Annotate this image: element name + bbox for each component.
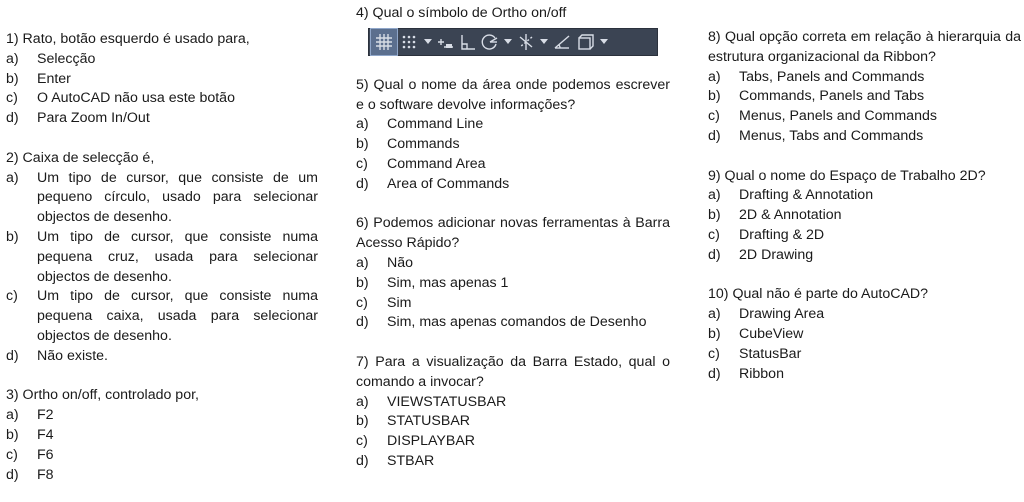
- q5-option-a: [356, 115, 670, 135]
- q7-option-a: [356, 393, 670, 413]
- option-letter: c): [356, 155, 368, 172]
- option-letter: a): [356, 116, 369, 133]
- q9-option-d: [708, 246, 1021, 266]
- option-text: Um tipo de cursor, que consiste numa pequena cruz, usada para selecionar objectos de desenho.: [37, 228, 318, 285]
- q8-option-c: [708, 107, 1021, 127]
- q10-option-b: [708, 325, 1021, 345]
- q2-option-d: [6, 347, 318, 367]
- option-text: Drafting & 2D: [739, 226, 825, 243]
- option-text: STATUSBAR: [387, 413, 471, 430]
- option-text: STBAR: [387, 452, 435, 469]
- option-letter: b): [708, 207, 721, 224]
- q3-option-c: [6, 446, 318, 466]
- option-letter: a): [6, 50, 19, 67]
- option-letter: b): [6, 228, 19, 245]
- option-letter: a): [708, 306, 721, 323]
- question-1-title: 1) Rato, botão esquerdo é usado para,: [6, 31, 250, 47]
- q5-option-d: [356, 175, 670, 195]
- question-7-title: 7) Para a visualização da Barra Estado, qual o comando a invocar?: [356, 353, 670, 390]
- option-text: Sim, mas apenas comandos de Desenho: [387, 314, 647, 331]
- q9-option-b: [708, 206, 1021, 226]
- option-text: Ribbon: [739, 365, 784, 382]
- q8-option-d: [708, 127, 1021, 147]
- option-text: Para Zoom In/Out: [37, 110, 150, 127]
- option-letter: c): [708, 108, 720, 125]
- question-8: [708, 28, 1021, 147]
- option-text: Selecção: [37, 50, 96, 67]
- option-letter: c): [356, 433, 368, 450]
- q8-option-b: [708, 87, 1021, 107]
- q9-option-a: [708, 186, 1021, 206]
- option-letter: a): [708, 68, 721, 85]
- option-text: VIEWSTATUSBAR: [387, 393, 507, 410]
- option-letter: d): [708, 365, 721, 382]
- option-letter: c): [6, 288, 18, 305]
- question-2-title: 2) Caixa de selecção é,: [6, 149, 155, 166]
- option-letter: a): [6, 407, 19, 424]
- q6-option-a: [356, 254, 670, 274]
- option-text: 2D & Annotation: [739, 207, 842, 224]
- question-7: [356, 353, 670, 472]
- option-letter: a): [356, 393, 369, 410]
- option-text: F2: [37, 407, 54, 424]
- option-letter: b): [356, 136, 369, 153]
- dropdown-arrow-icon: [421, 29, 435, 55]
- q2-option-c: [6, 287, 318, 346]
- q6-option-c: [356, 294, 670, 314]
- q7-option-d: [356, 452, 670, 472]
- option-letter: a): [708, 187, 721, 204]
- question-1: [6, 30, 318, 129]
- option-text: O AutoCAD não usa este botão: [37, 90, 235, 107]
- q7-option-b: [356, 412, 670, 432]
- q1-option-c: [6, 89, 318, 109]
- option-letter: d): [356, 175, 369, 192]
- question-3: [6, 386, 318, 485]
- option-text: Sim, mas apenas 1: [387, 274, 509, 291]
- question-6-title: 6) Podemos adicionar novas ferramentas à Barra Acesso Rápido?: [356, 215, 670, 252]
- question-4: [356, 4, 670, 24]
- option-text: Command Line: [387, 116, 484, 133]
- option-letter: d): [708, 127, 721, 144]
- q9-option-c: [708, 226, 1021, 246]
- option-letter: b): [356, 274, 369, 291]
- q5-option-c: [356, 155, 670, 175]
- infer-icon: [435, 29, 457, 55]
- option-text: Não existe.: [37, 347, 108, 364]
- q2-option-b: [6, 228, 318, 287]
- question-4-title: 4) Qual o símbolo de Ortho on/off: [356, 5, 567, 21]
- option-text: Commands, Panels and Tabs: [739, 88, 925, 105]
- question-5-title: 5) Qual o nome da área onde podemos escrever e o software devolve informações?: [356, 76, 670, 113]
- option-letter: b): [708, 88, 721, 105]
- question-2: [6, 149, 318, 367]
- option-text: Sim: [387, 294, 412, 311]
- option-letter: b): [6, 70, 19, 87]
- option-text: Um tipo de cursor, que consiste numa pequena caixa, usada para selecionar objectos de desenho.: [37, 288, 318, 344]
- dropdown-arrow-icon: [597, 29, 611, 55]
- option-text: Não: [387, 254, 414, 271]
- option-text: F8: [37, 466, 54, 483]
- q3-option-a: [6, 406, 318, 426]
- option-text: DISPLAYBAR: [387, 433, 476, 450]
- option-letter: c): [356, 294, 368, 311]
- option-letter: d): [708, 246, 721, 263]
- column-3: [708, 28, 1021, 384]
- option-text: CubeView: [739, 325, 804, 342]
- option-text: Area of Commands: [387, 175, 510, 192]
- q8-option-a: [708, 68, 1021, 88]
- q10-option-c: [708, 345, 1021, 365]
- status-bar-toolbar: [368, 28, 658, 56]
- q3-option-d: [6, 466, 318, 486]
- q7-option-c: [356, 432, 670, 452]
- q1-option-d: [6, 109, 318, 129]
- q3-option-b: [6, 426, 318, 446]
- snap-icon: [397, 29, 421, 55]
- q5-option-b: [356, 135, 670, 155]
- osnap-track-icon: [515, 29, 537, 55]
- question-8-title: 8) Qual opção correta em relação à hierarquia da estrutura organizacional da Ribbon?: [708, 29, 1021, 65]
- q10-option-d: [708, 365, 1021, 385]
- option-letter: b): [356, 413, 369, 430]
- q1-option-a: [6, 50, 318, 70]
- polar-icon: [479, 29, 501, 55]
- option-text: Tabs, Panels and Commands: [739, 68, 925, 85]
- option-letter: a): [356, 254, 369, 271]
- dropdown-arrow-icon: [537, 29, 551, 55]
- option-text: Drawing Area: [739, 306, 825, 323]
- option-text: Drafting & Annotation: [739, 187, 874, 204]
- option-letter: d): [356, 452, 369, 469]
- option-letter: b): [6, 426, 19, 443]
- option-text: Menus, Panels and Commands: [739, 108, 937, 125]
- option-text: Commands: [387, 136, 460, 153]
- q6-option-b: [356, 274, 670, 294]
- option-letter: b): [708, 325, 721, 342]
- option-letter: c): [708, 226, 720, 243]
- osnap-icon: [551, 29, 573, 55]
- q2-option-a: [6, 169, 318, 228]
- dropdown-arrow-icon: [501, 29, 515, 55]
- option-text: Um tipo de cursor, que consiste de um pequeno círculo, usado para selecionar objectos de desenho.: [37, 169, 318, 226]
- question-9-title: 9) Qual o nome do Espaço de Trabalho 2D?: [708, 167, 986, 184]
- grid-icon: [371, 29, 397, 55]
- question-10: [708, 285, 1021, 384]
- question-3-title: 3) Ortho on/off, controlado por,: [6, 387, 199, 404]
- option-letter: d): [356, 314, 369, 331]
- option-text: Command Area: [387, 155, 486, 172]
- option-text: 2D Drawing: [739, 246, 814, 263]
- column-2: [356, 4, 670, 472]
- q1-option-b: [6, 70, 318, 90]
- option-letter: c): [6, 446, 18, 463]
- option-letter: c): [6, 90, 18, 107]
- question-9: [708, 167, 1021, 266]
- q10-option-a: [708, 305, 1021, 325]
- question-6: [356, 214, 670, 333]
- question-10-title: 10) Qual não é parte do AutoCAD?: [708, 286, 929, 303]
- option-text: F6: [37, 446, 54, 463]
- column-1: [6, 30, 318, 485]
- option-text: Enter: [37, 70, 71, 87]
- option-text: StatusBar: [739, 345, 802, 362]
- option-text: F4: [37, 426, 54, 443]
- question-5: [356, 76, 670, 195]
- q6-option-d: [356, 313, 670, 333]
- option-letter: c): [708, 345, 720, 362]
- ortho-icon: [457, 29, 479, 55]
- option-letter: d): [6, 466, 19, 483]
- option-text: Menus, Tabs and Commands: [739, 127, 924, 144]
- option-letter: d): [6, 110, 19, 127]
- option-letter: d): [6, 347, 19, 364]
- workplane-icon: [573, 29, 597, 55]
- option-letter: a): [6, 169, 19, 186]
